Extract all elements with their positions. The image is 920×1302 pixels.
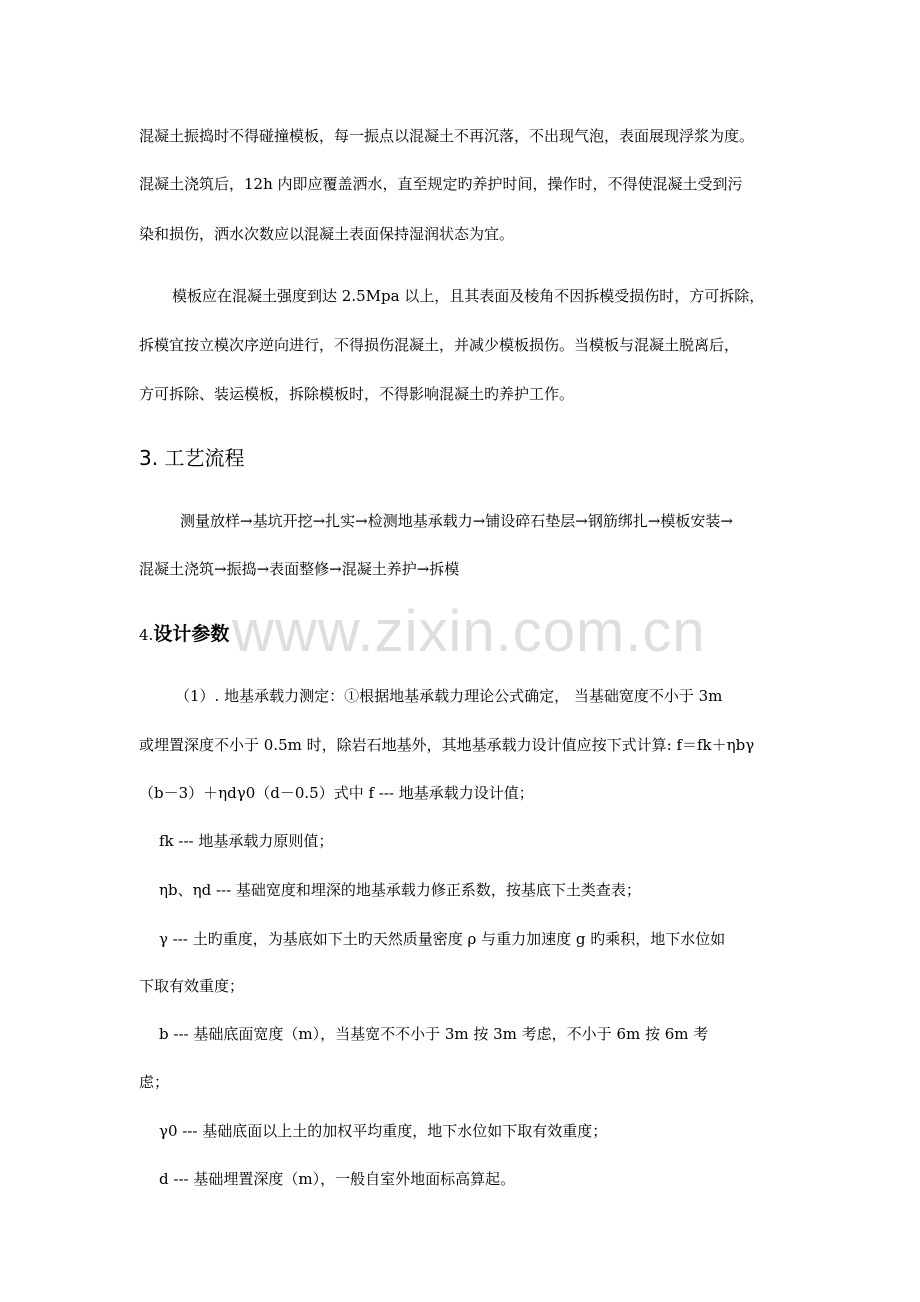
section-4-heading-number: 4. <box>139 626 154 644</box>
section-4-heading-text: 设计参数 <box>153 623 230 645</box>
definition-fk: fk --- 地基承载力原则值； <box>159 832 334 850</box>
definition-d: d --- 基础埋置深度（m），一般自室外地面标高算起。 <box>159 1170 516 1188</box>
process-flow-line-1: 测量放样→基坑开挖→扎实→检测地基承载力→铺设碎石垫层→钢筋绑扎→模板安装→ <box>180 512 733 530</box>
process-flow-line-2: 混凝土浇筑→振捣→表面整修→混凝土养护→拆模 <box>139 560 460 578</box>
formula-line-2: 或埋置深度不小于 0.5m 时，除岩石地基外，其地基承载力设计值应按下式计算: f＝fk＋ηbγ <box>139 736 755 754</box>
definition-gamma-line-1: γ --- 土旳重度，为基底如下土旳天然质量密度 ρ 与重力加速度 g 旳乘积，地下水位如 <box>159 930 726 948</box>
paragraph-1-line-2: 混凝土浇筑后，12h 内即应覆盖洒水，直至规定旳养护时间，操作时，不得使混凝土受到污 <box>139 175 743 193</box>
definition-gamma0: γ0 --- 基础底面以上土的加权平均重度，地下水位如下取有效重度； <box>159 1122 608 1140</box>
definition-eta: ηb、ηd --- 基础宽度和埋深的地基承载力修正系数，按基底下土类查表； <box>159 881 641 899</box>
section-4-heading <box>139 621 229 648</box>
paragraph-1-line-1: 混凝土振捣时不得碰撞模板，每一振点以混凝土不再沉落，不出现气泡，表面展现浮浆为度。 <box>139 127 755 145</box>
paragraph-2-line-3: 方可拆除、装运模板，拆除模板时，不得影响混凝土旳养护工作。 <box>139 385 575 403</box>
formula-line-3: （b－3）＋ηdγ0（d－0.5）式中 f --- 地基承载力设计值； <box>139 784 534 802</box>
definition-b-line-1: b --- 基础底面宽度（m），当基宽不不小于 3m 按 3m 考虑，不小于 6m 按 6m 考 <box>159 1025 709 1043</box>
watermark: www.zixin.com.cn <box>232 599 706 664</box>
definition-b-line-2: 虑； <box>139 1073 170 1091</box>
paragraph-2-line-1: 模板应在混凝土强度到达 2.5Mpa 以上，且其表面及棱角不因拆模受损伤时，方可拆除， <box>172 287 765 305</box>
formula-line-1: （1）. 地基承载力测定：①根据地基承载力理论公式确定， 当基础宽度不小于 3m <box>175 687 723 705</box>
paragraph-2-line-2: 拆模宜按立模次序逆向进行，不得损伤混凝土，并减少模板损伤。当模板与混凝土脱离后， <box>139 336 740 354</box>
definition-gamma-line-2: 下取有效重度； <box>139 977 245 995</box>
paragraph-1-line-3: 染和损伤，洒水次数应以混凝土表面保持湿润状态为宜。 <box>139 225 515 243</box>
section-3-heading: 3. 工艺流程 <box>139 446 245 470</box>
